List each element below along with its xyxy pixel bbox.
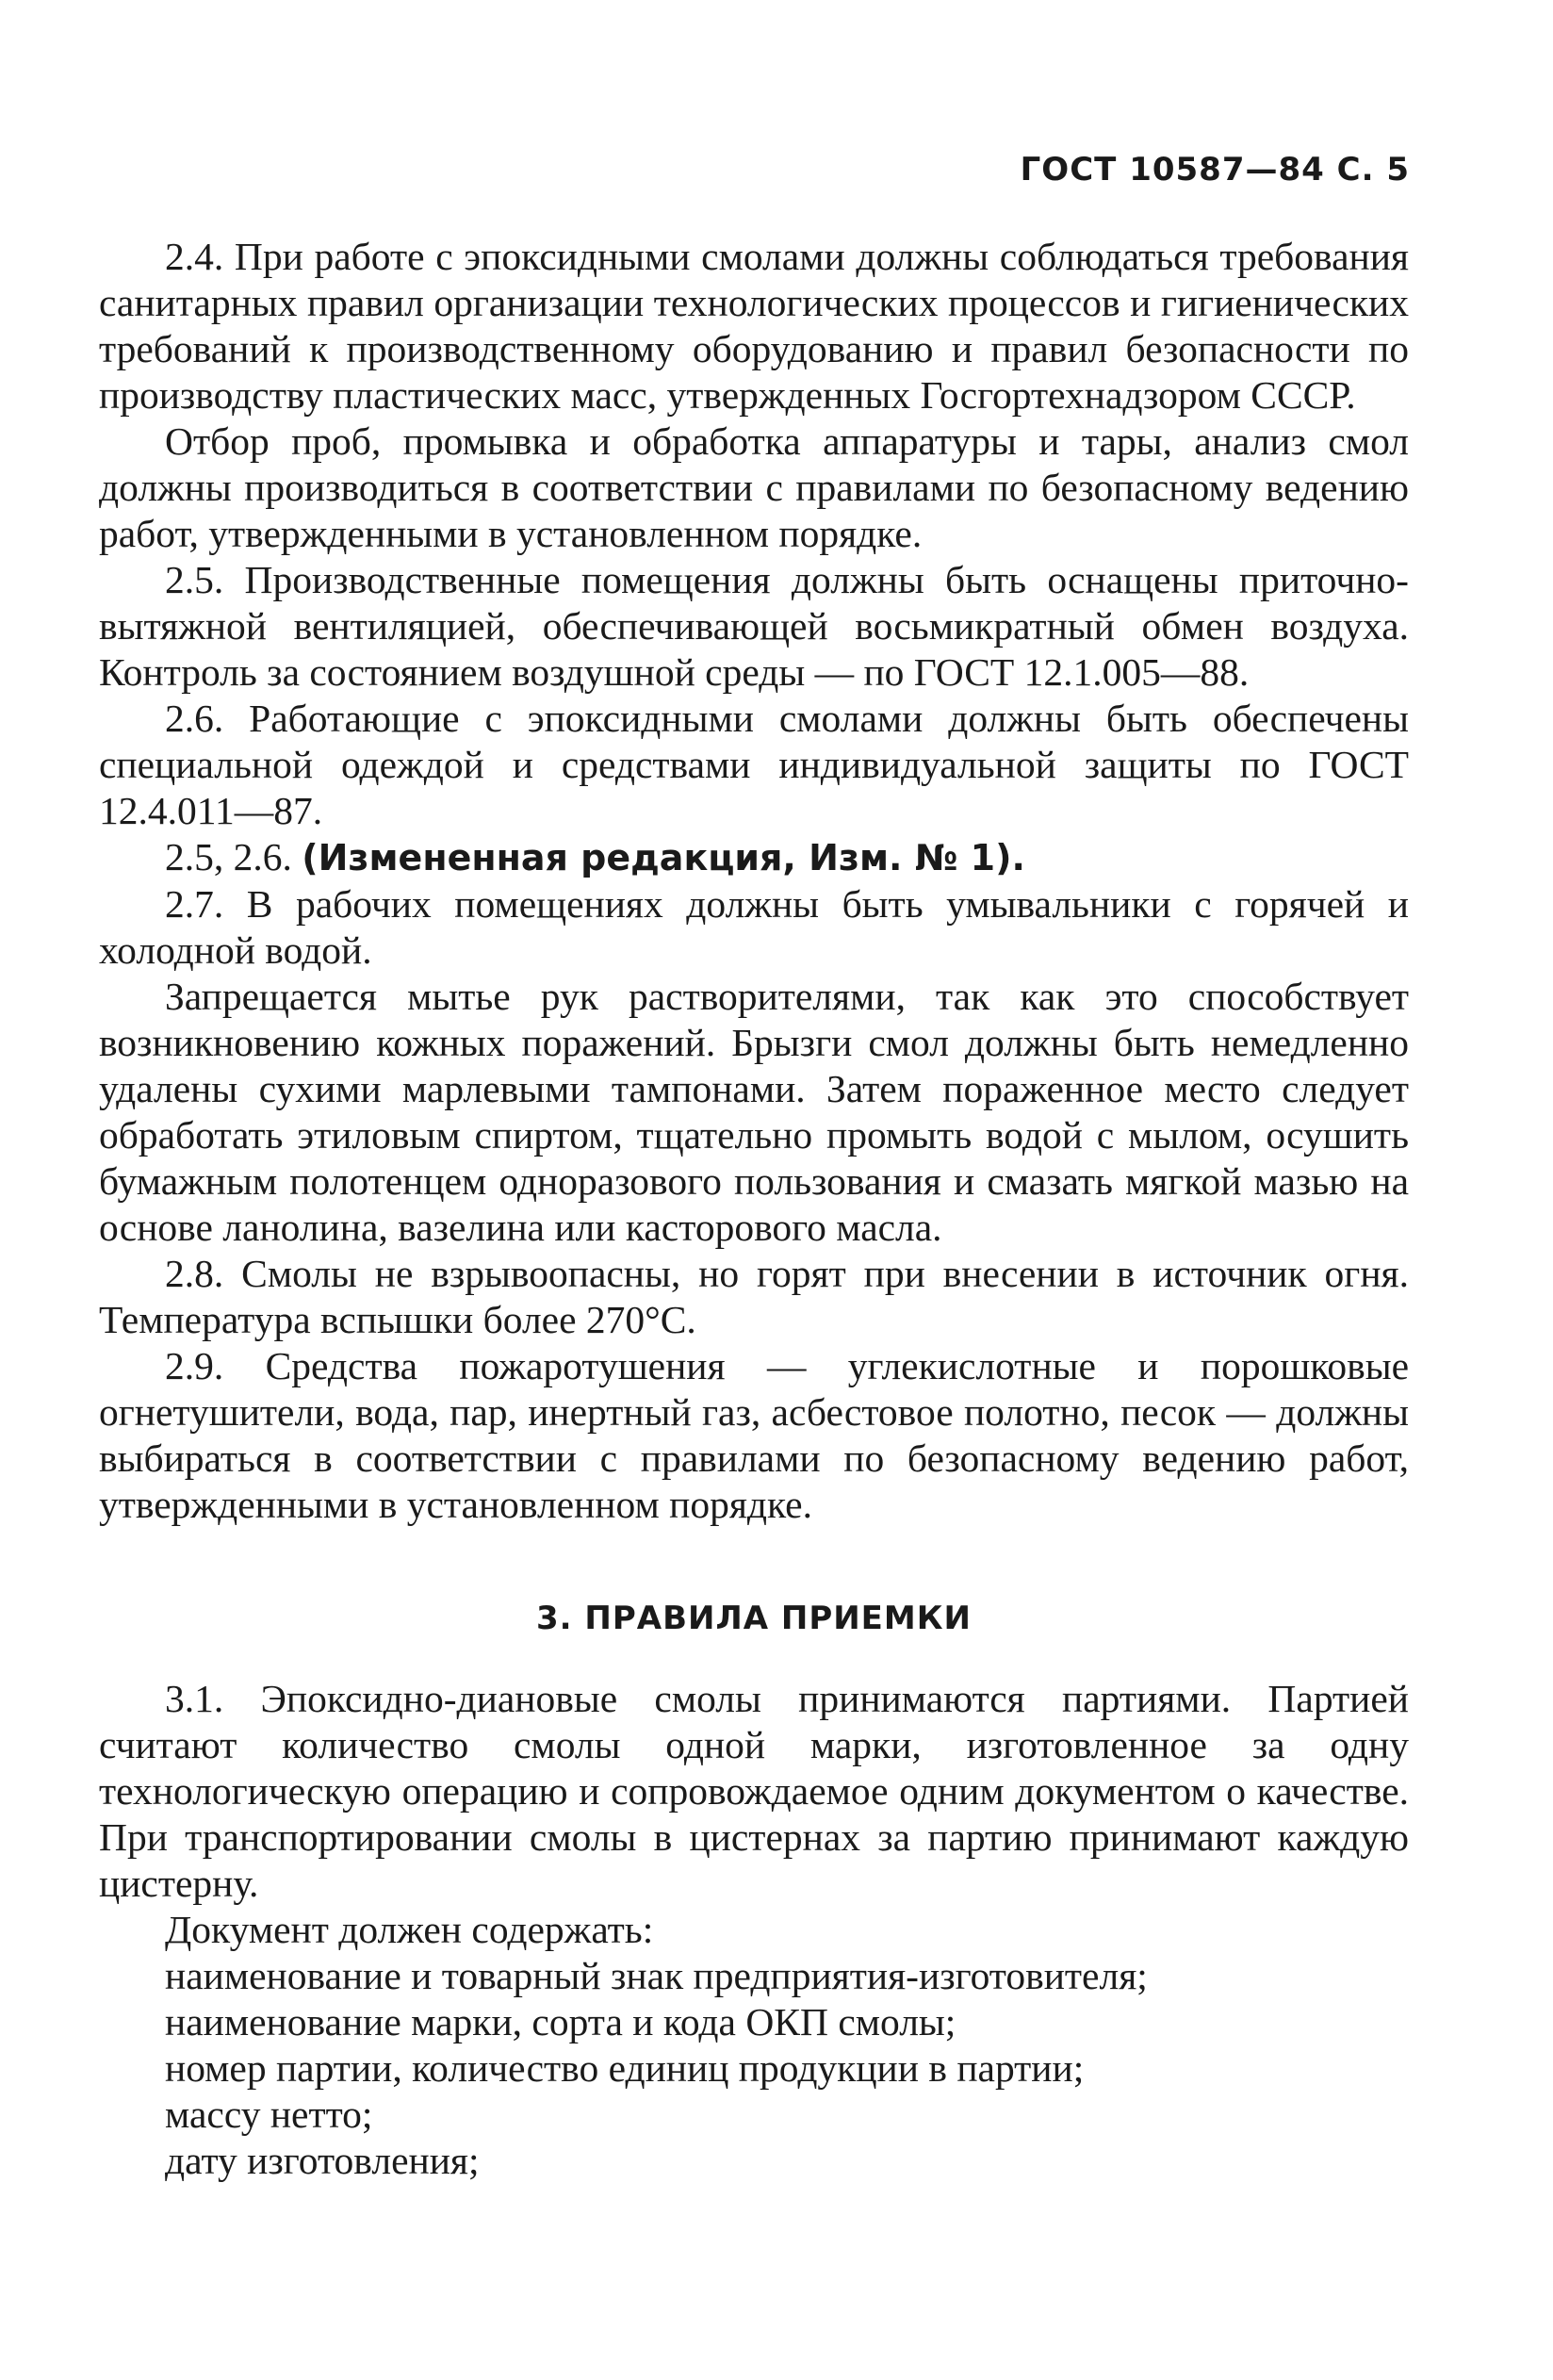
paragraph-2-7: 2.7. В рабочих помещениях должны быть умывальники с горячей и холодной водой.: [99, 882, 1409, 972]
paragraph-hand-washing: Запрещается мытье рук растворителями, так как это способствует возникновению кожных поражений. Брызги смол должны быть немедленно удалены сухими марлевыми тампонами. Затем пораженное место следует обработать этиловым спиртом, тщательно промыть водой с мылом, осушить бумажным полотенцем одноразового пользования и смазать мягкой мазью на основе ланолина, вазелина или касторового масла.: [99, 975, 1409, 1249]
document-requirements-intro: Документ должен содержать:: [165, 1908, 654, 1951]
list-item: массу нетто;: [165, 2093, 373, 2136]
paragraph-2-6: 2.6. Работающие с эпоксидными смолами должны быть обеспечены специальной одеждой и средствами индивидуальной защиты по ГОСТ 12.4.011—87.: [99, 697, 1409, 832]
paragraph-3-1: 3.1. Эпоксидно-диановые смолы принимаются партиями. Партией считают количество смолы одной марки, изготовленное за одну технологическую операцию и сопровождаемое одним документом о качестве. При транспортировании смолы в цистернах за партию принимают каждую цистерну.: [99, 1677, 1409, 1905]
amendment-prefix: 2.5, 2.6.: [165, 835, 302, 878]
list-item: наименование и товарный знак предприятия-изготовителя;: [165, 1954, 1148, 1997]
paragraph-2-5: 2.5. Производственные помещения должны быть оснащены приточно-вытяжной вентиляцией, обеспечивающей восьмикратный обмен воздуха. Контроль за состоянием воздушной среды — по ГОСТ 12.1.005—88.: [99, 558, 1409, 694]
paragraph-sampling: Отбор проб, промывка и обработка аппаратуры и тары, анализ смол должны производиться в соответствии с правилами по безопасному ведению работ, утвержденными в установленном порядке.: [99, 419, 1409, 555]
document-body: [99, 234, 1409, 2184]
list-item: дату изготовления;: [165, 2139, 480, 2182]
list-item: номер партии, количество единиц продукции в партии;: [165, 2046, 1085, 2090]
paragraph-2-4: 2.4. При работе с эпоксидными смолами должны соблюдаться требования санитарных правил организации технологических процессов и гигиенических требований к производственному оборудованию и правил безопасности по производству пластических масс, утвержденных Госгортехнадзором СССР.: [99, 235, 1409, 417]
amendment-text: (Измененная редакция, Изм. № 1).: [302, 837, 1025, 878]
paragraph-2-9: 2.9. Средства пожаротушения — углекислотные и порошковые огнетушители, вода, пар, инертный газ, асбестовое полотно, песок — должны выбираться в соответствии с правилами по безопасному ведению работ, утвержденными в установленном порядке.: [99, 1344, 1409, 1526]
page-header: ГОСТ 10587—84 С. 5: [1020, 151, 1410, 189]
amendment-note: [99, 834, 1409, 881]
paragraph-2-8: 2.8. Смолы не взрывоопасны, но горят при внесении в источник огня. Температура вспышки более 270°С.: [99, 1252, 1409, 1341]
list-item: наименование марки, сорта и кода ОКП смолы;: [165, 2000, 956, 2044]
section-title: 3. ПРАВИЛА ПРИЕМКИ: [536, 1600, 972, 1637]
